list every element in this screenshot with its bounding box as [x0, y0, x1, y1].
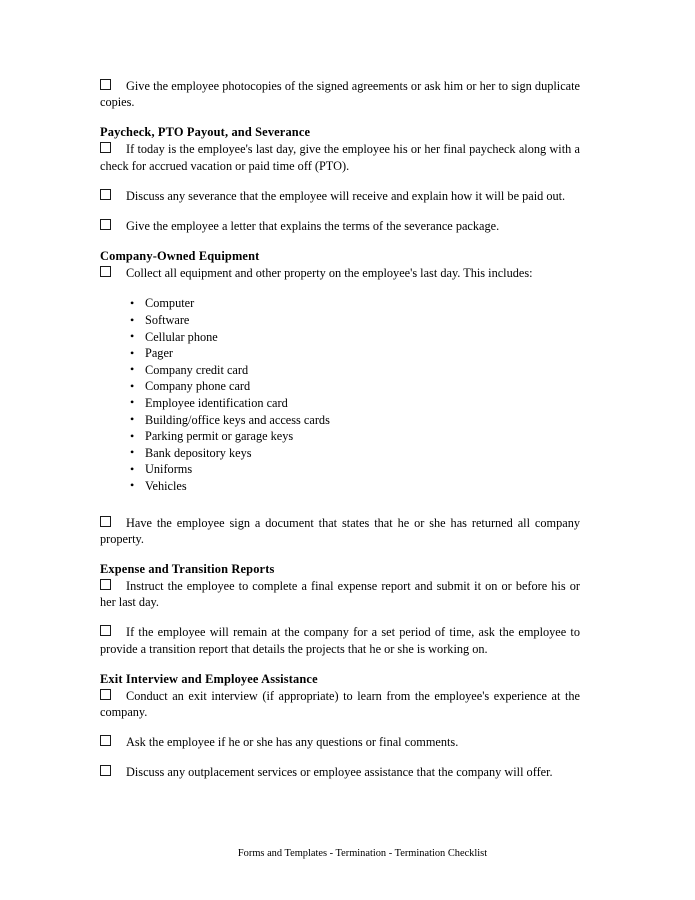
- section-heading: Exit Interview and Employee Assistance: [100, 671, 318, 686]
- list-item: • Company credit card: [100, 362, 580, 379]
- list-item: • Building/office keys and access cards: [100, 412, 580, 429]
- checklist-item: [100, 265, 580, 281]
- list-item: • Software: [100, 312, 580, 329]
- checkbox-icon[interactable]: [100, 79, 111, 90]
- list-item: • Vehicles: [100, 478, 580, 495]
- checkbox-icon[interactable]: [100, 765, 111, 776]
- checkbox-icon[interactable]: [100, 189, 111, 200]
- checkbox-icon[interactable]: [100, 625, 111, 636]
- list-item: • Company phone card: [100, 378, 580, 395]
- list-item: • Cellular phone: [100, 329, 580, 346]
- checklist-item: [100, 578, 580, 610]
- checklist-item: [100, 734, 580, 750]
- checkbox-icon[interactable]: [100, 516, 111, 527]
- checkbox-icon[interactable]: [100, 689, 111, 700]
- checkbox-icon[interactable]: [100, 219, 111, 230]
- checklist-item: [100, 78, 580, 110]
- checklist-item: [100, 624, 580, 656]
- checkbox-icon[interactable]: [100, 735, 111, 746]
- checklist-item-label: Discuss any severance that the employee will receive and explain how it will be paid out.: [126, 188, 566, 203]
- list-item: • Uniforms: [100, 461, 580, 478]
- checklist-item-label: Collect all equipment and other property on the employee's last day. This includes:: [126, 266, 533, 281]
- checkbox-icon[interactable]: [100, 266, 111, 277]
- document-section: [100, 671, 580, 781]
- page-footer: Forms and Templates - Termination - Termination Checklist: [237, 848, 488, 859]
- document-body: [100, 78, 580, 781]
- document-section: [100, 124, 580, 234]
- checklist-item: [100, 218, 580, 234]
- checklist-item-label: Conduct an exit interview (if appropriate) to learn from the employee's experience at the company.: [100, 688, 580, 719]
- document-section: [100, 248, 580, 547]
- checklist-item: [100, 188, 580, 204]
- checkbox-icon[interactable]: [100, 579, 111, 590]
- section-heading: Paycheck, PTO Payout, and Severance: [100, 125, 311, 140]
- list-item: • Parking permit or garage keys: [100, 428, 580, 445]
- list-item: • Pager: [100, 345, 580, 362]
- checklist-item-label: Instruct the employee to complete a final expense report and submit it on or before his or her last day.: [100, 578, 580, 610]
- list-item: • Employee identification card: [100, 395, 580, 412]
- checklist-item-label: Give the employee a letter that explains the terms of the severance package.: [126, 219, 500, 234]
- list-item: • Bank depository keys: [100, 445, 580, 462]
- checklist-item-label: Have the employee sign a document that states that he or she has returned all company property.: [100, 515, 580, 546]
- checkbox-icon[interactable]: [100, 142, 111, 153]
- checklist-item-label: If today is the employee's last day, give the employee his or her final paycheck along with a check for accrued vacation or paid time off (PTO).: [100, 142, 580, 173]
- checklist-item-label: Discuss any outplacement services or employee assistance that the company will offer.: [126, 765, 553, 780]
- equipment-list: [100, 295, 580, 494]
- section-heading: Company-Owned Equipment: [100, 249, 260, 264]
- checklist-item: [100, 688, 580, 720]
- checklist-item: [100, 515, 580, 547]
- checklist-item-label: Ask the employee if he or she has any questions or final comments.: [126, 735, 459, 750]
- list-item: • Computer: [100, 295, 580, 312]
- checklist-item-label: If the employee will remain at the company for a set period of time, ask the employee to provide a transition report that details the projects that he or she is working on.: [100, 625, 580, 656]
- checklist-item: [100, 141, 580, 173]
- document-section: [100, 561, 580, 657]
- checklist-item: [100, 764, 580, 780]
- section-heading: Expense and Transition Reports: [100, 561, 275, 576]
- checklist-item-label: Give the employee photocopies of the signed agreements or ask him or her to sign duplicate copies.: [100, 79, 580, 110]
